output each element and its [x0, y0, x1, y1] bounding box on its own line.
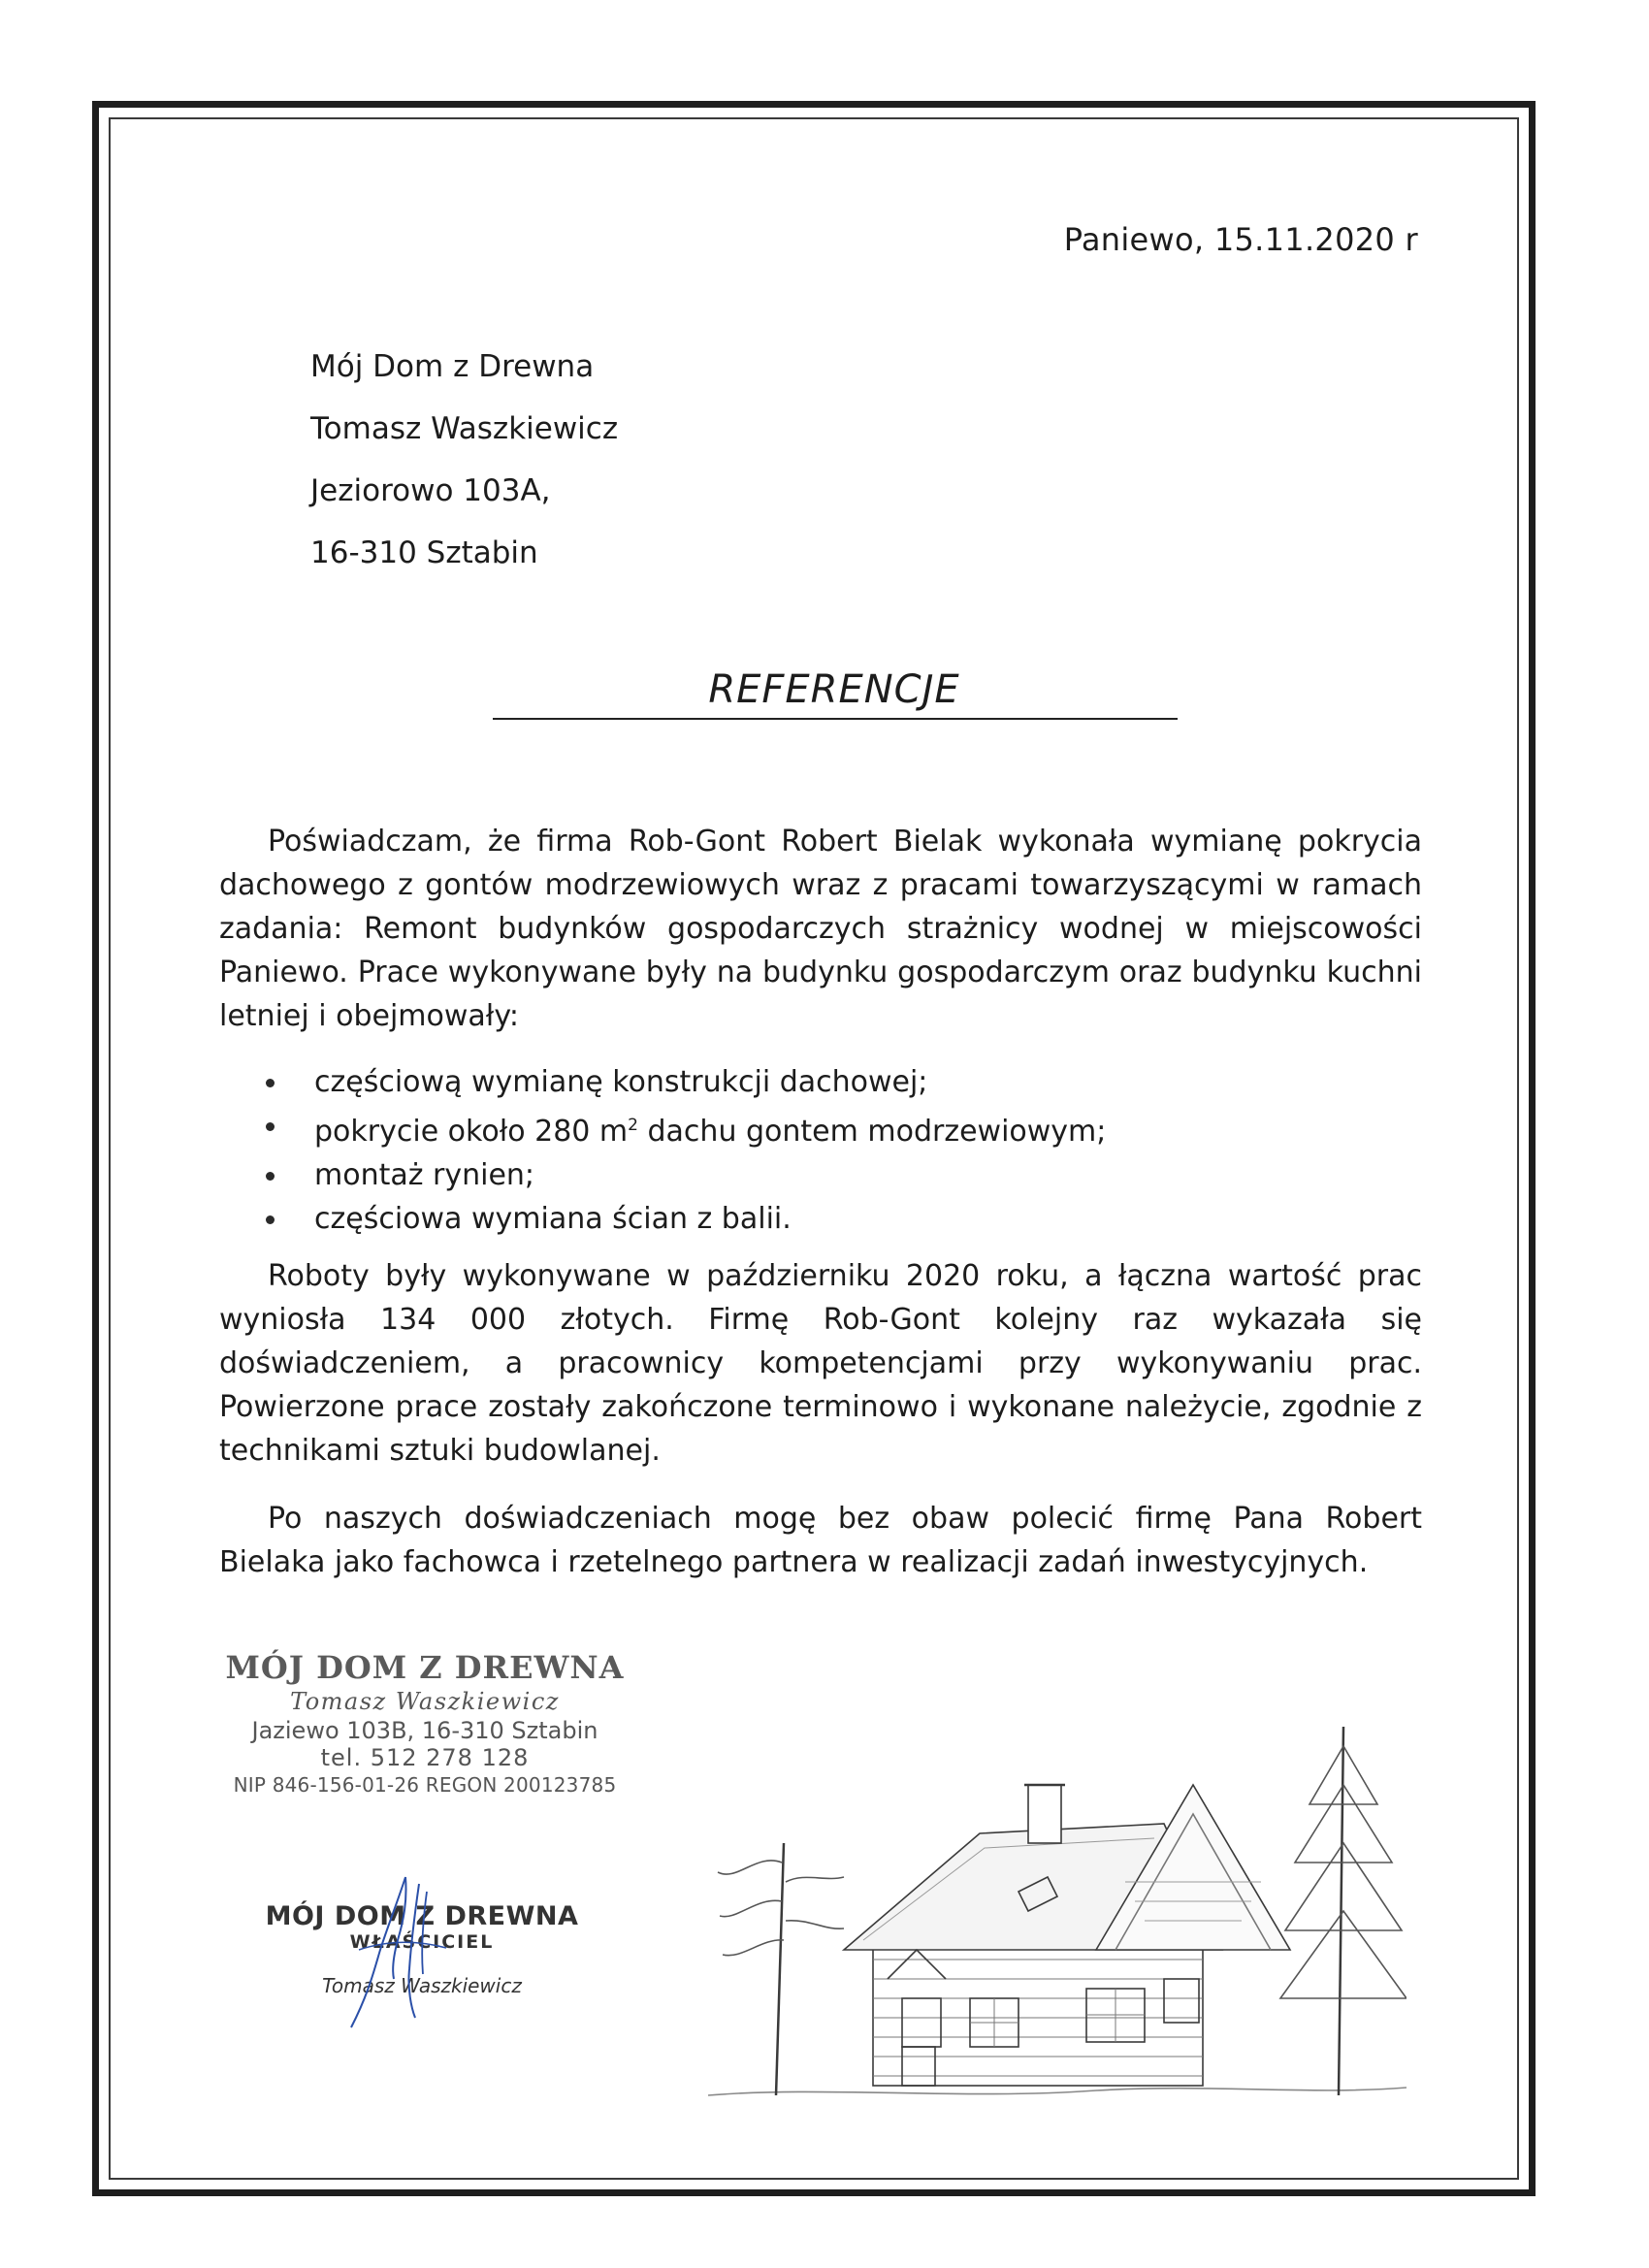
title-underline	[493, 718, 1178, 720]
stamp-phone: tel. 512 278 128	[320, 1744, 530, 1771]
letter-date: Paniewo, 15.11.2020 r	[1063, 221, 1418, 258]
unit-superscript: 2	[628, 1116, 638, 1135]
list-item	[262, 1153, 1106, 1197]
list-item	[262, 1197, 1106, 1241]
paragraph-intro: Poświadczam, że firma Rob-Gont Robert Bielak wykonała wymianę pokrycia dachowego z gontów modrzewiowych wraz z pracami towarzyszącymi w ramach zadania: Remont budynków gospodarczych strażnicy wodnej w miejscowości Paniewo. Prace wykonywane były na budynku gospodarczym oraz budynku kuchni letniej i obejmowały:	[219, 825, 1422, 1033]
paragraph-recommendation: Po naszych doświadczeniach mogę bez obaw polecić firmę Pana Robert Bielaka jako fachowca i rzetelnego partnera w realizacji zadań inwestycyjnych.	[219, 1502, 1422, 1579]
list-item-text: częściowa wymiana ścian z balii.	[314, 1202, 792, 1236]
owner-stamp-name: Tomasz Waszkiewicz	[322, 1974, 522, 1997]
bullet-icon	[266, 1122, 275, 1131]
stamp-address: Jaziewo 103B, 16-310 Sztabin	[251, 1717, 598, 1744]
list-item	[262, 1060, 1106, 1104]
bullet-icon	[266, 1172, 275, 1181]
stamp-company-name: MÓJ DOM Z DREWNA	[225, 1649, 625, 1686]
list-item-text: montaż rynien;	[314, 1158, 535, 1192]
list-item-text-end: dachu gontem modrzewiowym;	[637, 1115, 1107, 1149]
wooden-house-illustration	[708, 1688, 1406, 2115]
document-title: REFERENCJE	[708, 667, 960, 712]
list-item-text: częściową wymianę konstrukcji dachowej;	[314, 1065, 928, 1099]
owner-stamp-company: MÓJ DOM Z DREWNA	[265, 1901, 579, 1931]
stamp-owner-name: Tomasz Waszkiewicz	[290, 1688, 560, 1715]
recipient-address	[310, 347, 618, 596]
recipient-person: Tomasz Waszkiewicz	[310, 411, 619, 446]
recipient-company: Mój Dom z Drewna	[310, 349, 595, 384]
owner-stamp-role: WŁAŚCICIEL	[349, 1931, 495, 1953]
bullet-icon	[266, 1079, 275, 1087]
recipient-street: Jeziorowo 103A,	[310, 473, 551, 508]
recipient-city: 16-310 Sztabin	[310, 535, 538, 570]
paragraph-details: Roboty były wykonywane w październiku 2020 roku, a łączna wartość prac wyniosła 134 000 złotych. Firmę Rob-Gont kolejny raz wykazała się doświadczeniem, a pracownicy kompetencjami przy wykonywaniu prac. Powierzone prace zostały zakończone terminowo i wykonane należycie, zgodnie z technikami sztuki budowlanej.	[219, 1259, 1422, 1468]
stamp-tax-ids: NIP 846-156-01-26 REGON 200123785	[233, 1773, 617, 1797]
list-item	[262, 1104, 1106, 1153]
works-list	[262, 1060, 1106, 1241]
bullet-icon	[266, 1215, 275, 1224]
list-item-text: pokrycie około 280 m	[314, 1115, 629, 1149]
company-stamp	[211, 1649, 638, 1797]
handwritten-signature	[330, 1872, 456, 2037]
